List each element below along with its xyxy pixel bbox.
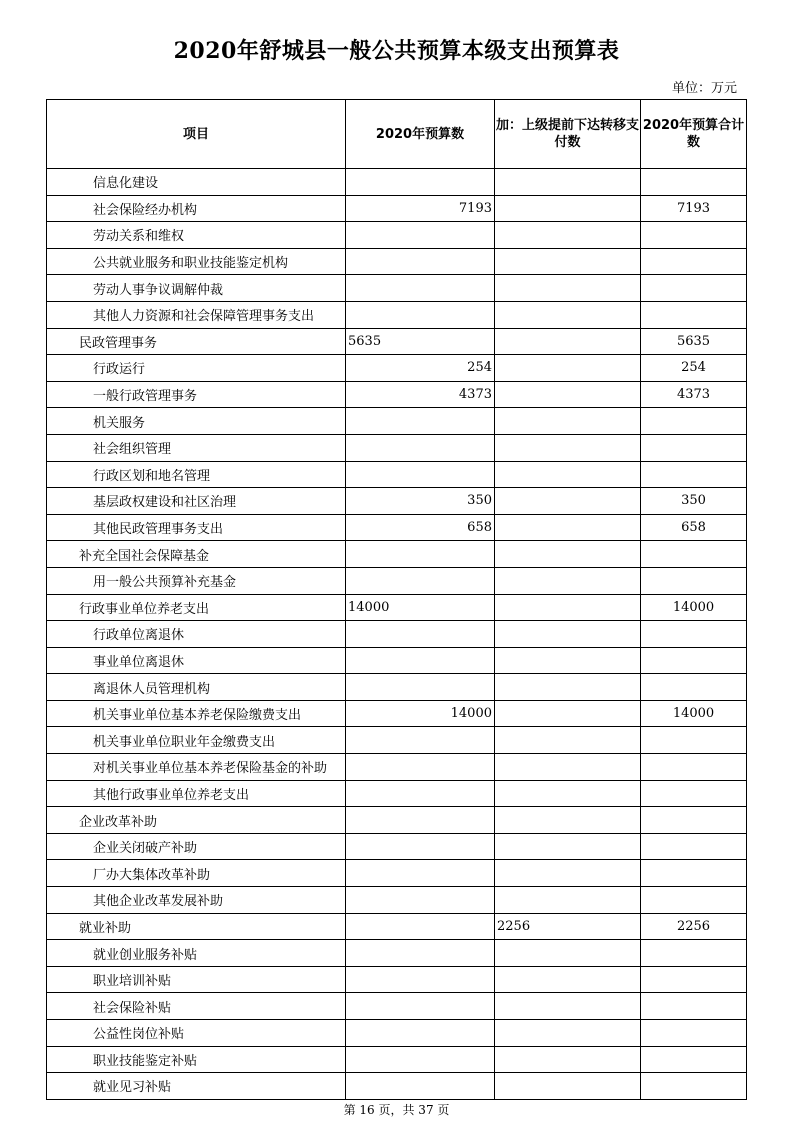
table-row <box>47 195 747 222</box>
table-row <box>47 488 747 515</box>
table-row <box>47 966 747 993</box>
row-total: 7193 <box>641 195 747 222</box>
row-budget <box>346 222 495 249</box>
header-transfer: 加：上级提前下达转移支付数 <box>495 100 641 169</box>
row-budget: 4373 <box>346 381 495 408</box>
row-transfer <box>495 567 641 594</box>
row-name: 行政单位离退休 <box>47 621 346 648</box>
row-transfer <box>495 647 641 674</box>
header-item: 项目 <box>47 100 346 169</box>
row-name: 企业关闭破产补助 <box>47 833 346 860</box>
row-total <box>641 567 747 594</box>
row-budget <box>346 807 495 834</box>
row-total <box>641 860 747 887</box>
row-budget <box>346 913 495 940</box>
table-row <box>47 621 747 648</box>
row-total <box>641 434 747 461</box>
row-budget <box>346 833 495 860</box>
row-transfer <box>495 780 641 807</box>
row-budget <box>346 1073 495 1100</box>
row-transfer <box>495 461 641 488</box>
row-total <box>641 647 747 674</box>
row-total: 14000 <box>641 700 747 727</box>
table-row <box>47 1046 747 1073</box>
row-total <box>641 275 747 302</box>
table-row <box>47 700 747 727</box>
row-name: 企业改革补助 <box>47 807 346 834</box>
table-row <box>47 248 747 275</box>
row-name: 机关事业单位职业年金缴费支出 <box>47 727 346 754</box>
row-transfer <box>495 408 641 435</box>
row-budget: 14000 <box>346 594 495 621</box>
row-name: 社会保险经办机构 <box>47 195 346 222</box>
row-transfer <box>495 355 641 382</box>
row-name: 就业见习补贴 <box>47 1073 346 1100</box>
row-transfer <box>495 621 641 648</box>
row-total: 254 <box>641 355 747 382</box>
row-transfer <box>495 594 641 621</box>
row-total: 350 <box>641 488 747 515</box>
row-total: 658 <box>641 514 747 541</box>
table-header-row <box>47 100 747 169</box>
row-transfer <box>495 541 641 568</box>
row-name: 就业补助 <box>47 913 346 940</box>
row-total <box>641 1046 747 1073</box>
row-budget: 658 <box>346 514 495 541</box>
row-budget <box>346 1046 495 1073</box>
row-transfer <box>495 275 641 302</box>
row-budget <box>346 1020 495 1047</box>
table-row <box>47 169 747 196</box>
row-name: 补充全国社会保障基金 <box>47 541 346 568</box>
row-transfer <box>495 860 641 887</box>
row-transfer <box>495 488 641 515</box>
table-row <box>47 408 747 435</box>
row-transfer: 2256 <box>495 913 641 940</box>
table-row <box>47 328 747 355</box>
row-budget: 254 <box>346 355 495 382</box>
row-total <box>641 301 747 328</box>
row-budget <box>346 541 495 568</box>
table-row <box>47 1073 747 1100</box>
row-name: 其他人力资源和社会保障管理事务支出 <box>47 301 346 328</box>
row-transfer <box>495 940 641 967</box>
row-name: 行政区划和地名管理 <box>47 461 346 488</box>
row-name: 其他民政管理事务支出 <box>47 514 346 541</box>
row-total <box>641 754 747 781</box>
row-name: 劳动关系和维权 <box>47 222 346 249</box>
row-name: 基层政权建设和社区治理 <box>47 488 346 515</box>
row-transfer <box>495 807 641 834</box>
table-row <box>47 222 747 249</box>
row-transfer <box>495 248 641 275</box>
table-row <box>47 807 747 834</box>
unit-label: 单位：万元 <box>671 81 737 96</box>
table-row <box>47 381 747 408</box>
row-budget <box>346 301 495 328</box>
row-transfer <box>495 195 641 222</box>
page-title: 2020年舒城县一般公共预算本级支出预算表 <box>173 38 620 64</box>
row-budget: 350 <box>346 488 495 515</box>
row-total <box>641 887 747 914</box>
table-row <box>47 887 747 914</box>
table-row <box>47 275 747 302</box>
row-name: 其他行政事业单位养老支出 <box>47 780 346 807</box>
table-row <box>47 594 747 621</box>
table-row <box>47 301 747 328</box>
row-transfer <box>495 727 641 754</box>
row-name: 离退休人员管理机构 <box>47 674 346 701</box>
row-name: 社会保险补贴 <box>47 993 346 1020</box>
row-budget <box>346 461 495 488</box>
row-name: 职业培训补贴 <box>47 966 346 993</box>
row-total <box>641 807 747 834</box>
row-budget <box>346 993 495 1020</box>
row-name: 其他企业改革发展补助 <box>47 887 346 914</box>
row-transfer <box>495 1073 641 1100</box>
row-total <box>641 541 747 568</box>
row-name: 社会组织管理 <box>47 434 346 461</box>
header-budget: 2020年预算数 <box>346 100 495 169</box>
row-budget <box>346 248 495 275</box>
row-transfer <box>495 993 641 1020</box>
row-name: 厂办大集体改革补助 <box>47 860 346 887</box>
row-name: 用一般公共预算补充基金 <box>47 567 346 594</box>
row-name: 一般行政管理事务 <box>47 381 346 408</box>
row-total <box>641 940 747 967</box>
table-row <box>47 860 747 887</box>
row-budget: 7193 <box>346 195 495 222</box>
table-row <box>47 940 747 967</box>
row-total <box>641 169 747 196</box>
row-transfer <box>495 222 641 249</box>
row-name: 事业单位离退休 <box>47 647 346 674</box>
table-row <box>47 780 747 807</box>
table-row <box>47 727 747 754</box>
row-budget <box>346 966 495 993</box>
row-name: 公共就业服务和职业技能鉴定机构 <box>47 248 346 275</box>
page-footer: 第 16 页，共 37 页 <box>343 1103 450 1117</box>
table-row <box>47 567 747 594</box>
table-row <box>47 514 747 541</box>
table-row <box>47 833 747 860</box>
row-total <box>641 780 747 807</box>
row-budget <box>346 647 495 674</box>
row-transfer <box>495 887 641 914</box>
row-total <box>641 408 747 435</box>
row-budget <box>346 567 495 594</box>
row-transfer <box>495 674 641 701</box>
table-row <box>47 913 747 940</box>
row-total <box>641 966 747 993</box>
row-name: 公益性岗位补贴 <box>47 1020 346 1047</box>
row-transfer <box>495 434 641 461</box>
row-transfer <box>495 700 641 727</box>
row-total: 2256 <box>641 913 747 940</box>
row-budget <box>346 169 495 196</box>
row-transfer <box>495 1046 641 1073</box>
row-total <box>641 248 747 275</box>
row-total <box>641 674 747 701</box>
row-budget <box>346 727 495 754</box>
row-transfer <box>495 381 641 408</box>
row-transfer <box>495 169 641 196</box>
row-name: 行政事业单位养老支出 <box>47 594 346 621</box>
row-name: 职业技能鉴定补贴 <box>47 1046 346 1073</box>
header-total: 2020年预算合计数 <box>641 100 747 169</box>
row-budget <box>346 621 495 648</box>
table-row <box>47 541 747 568</box>
row-name: 对机关事业单位基本养老保险基金的补助 <box>47 754 346 781</box>
row-total <box>641 1073 747 1100</box>
table-row <box>47 461 747 488</box>
row-budget <box>346 674 495 701</box>
row-total <box>641 621 747 648</box>
row-budget <box>346 780 495 807</box>
row-name: 民政管理事务 <box>47 328 346 355</box>
table-row <box>47 754 747 781</box>
row-budget <box>346 860 495 887</box>
row-total <box>641 993 747 1020</box>
row-budget <box>346 940 495 967</box>
table-row <box>47 355 747 382</box>
row-name: 行政运行 <box>47 355 346 382</box>
row-budget: 5635 <box>346 328 495 355</box>
row-total: 14000 <box>641 594 747 621</box>
row-budget <box>346 754 495 781</box>
row-budget <box>346 434 495 461</box>
table-row <box>47 674 747 701</box>
row-name: 机关事业单位基本养老保险缴费支出 <box>47 700 346 727</box>
row-name: 机关服务 <box>47 408 346 435</box>
row-total <box>641 727 747 754</box>
row-transfer <box>495 1020 641 1047</box>
row-name: 劳动人事争议调解仲裁 <box>47 275 346 302</box>
row-transfer <box>495 754 641 781</box>
table-row <box>47 647 747 674</box>
row-total: 4373 <box>641 381 747 408</box>
row-transfer <box>495 833 641 860</box>
row-budget <box>346 887 495 914</box>
row-transfer <box>495 301 641 328</box>
row-budget: 14000 <box>346 700 495 727</box>
row-transfer <box>495 328 641 355</box>
row-total <box>641 1020 747 1047</box>
row-name: 信息化建设 <box>47 169 346 196</box>
row-budget <box>346 408 495 435</box>
row-total: 5635 <box>641 328 747 355</box>
table-row <box>47 993 747 1020</box>
row-transfer <box>495 514 641 541</box>
row-budget <box>346 275 495 302</box>
row-total <box>641 833 747 860</box>
table-row <box>47 434 747 461</box>
budget-table <box>46 99 747 1100</box>
row-transfer <box>495 966 641 993</box>
row-total <box>641 461 747 488</box>
table-row <box>47 1020 747 1047</box>
row-total <box>641 222 747 249</box>
row-name: 就业创业服务补贴 <box>47 940 346 967</box>
